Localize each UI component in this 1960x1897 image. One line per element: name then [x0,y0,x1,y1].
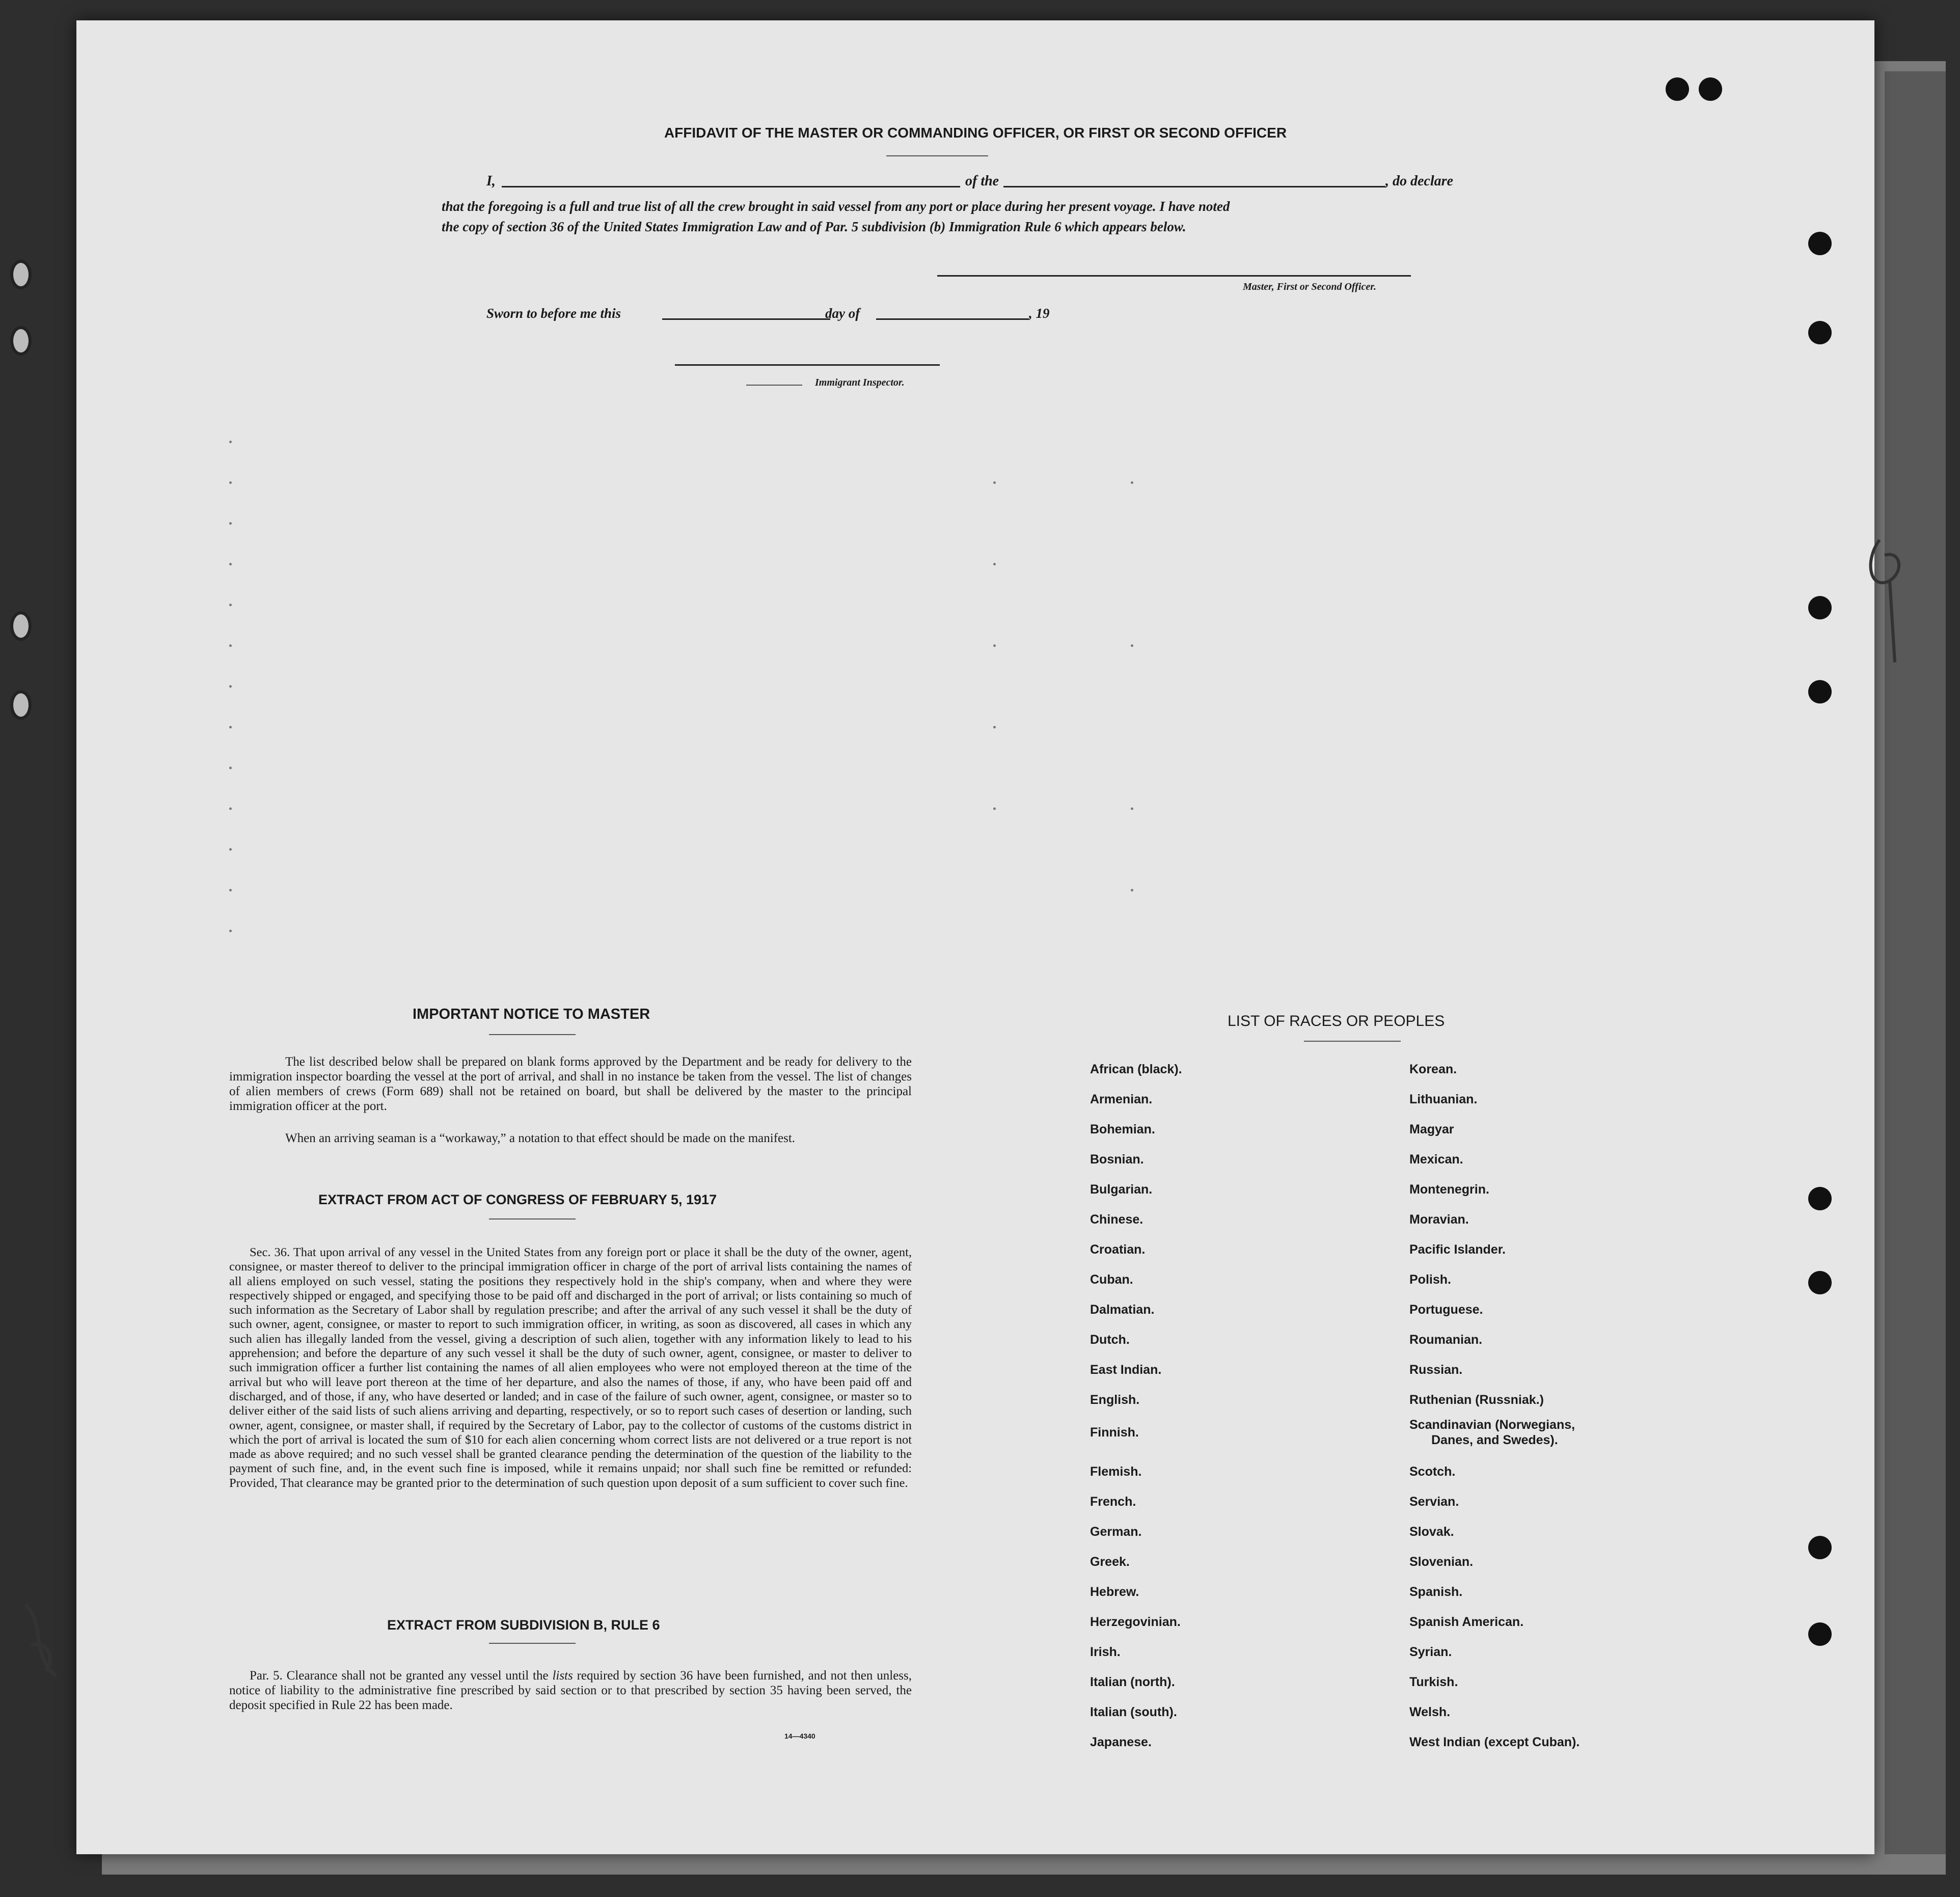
declare-of-the: of the [965,173,999,189]
race-item: Korean. [1409,1062,1457,1076]
divider [886,155,988,156]
race-item: Spanish American. [1409,1615,1524,1629]
race-item-continuation: Danes, and Swedes). [1431,1433,1558,1447]
punch-hole [1808,1536,1832,1559]
binding-hole [10,260,32,289]
sworn-month-blank [876,318,1029,320]
pencil-mark [1859,520,1920,672]
divider [746,385,802,386]
race-item: Hebrew. [1090,1585,1139,1599]
punch-hole [1808,1271,1832,1294]
bleed-mark [229,604,232,606]
race-item: Montenegrin. [1409,1182,1489,1197]
race-item: German. [1090,1525,1142,1539]
extract-act-title: EXTRACT FROM ACT OF CONGRESS OF FEBRUARY 5, 1917 [318,1192,717,1207]
race-item: Roumanian. [1409,1333,1483,1347]
declare-i: I, [486,173,496,189]
punch-hole [1699,77,1722,101]
signature-label: Master, First or Second Officer. [1243,281,1376,292]
race-item: Dalmatian. [1090,1303,1155,1317]
race-item: Portuguese. [1409,1303,1483,1317]
race-item: Turkish. [1409,1675,1458,1689]
race-item: Mexican. [1409,1152,1463,1167]
bleed-mark [229,889,232,891]
race-item: Magyar [1409,1122,1454,1136]
race-item: Herzegovinian. [1090,1615,1181,1629]
punch-hole [1666,77,1689,101]
affidavit-line-2: that the foregoing is a full and true list of all the crew brought in said vessel from any port or place during her present voyage. I have noted [442,199,1230,214]
punch-hole [1808,1622,1832,1646]
race-item: Pacific Islander. [1409,1242,1506,1257]
inspector-signature-line [675,364,940,366]
bleed-mark [229,685,232,688]
race-item: Cuban. [1090,1272,1133,1287]
divider [489,1643,576,1644]
race-item: Dutch. [1090,1333,1130,1347]
race-item: East Indian. [1090,1363,1162,1377]
bleed-mark [993,563,996,565]
bleed-mark [229,522,232,525]
affidavit-line-3: the copy of section 36 of the United States Immigration Law and of Par. 5 subdivision (b) Immigration Rule 6 which appears below. [442,219,1186,234]
divider [1304,1041,1401,1042]
bleed-mark [229,441,232,443]
race-item: Lithuanian. [1409,1092,1478,1106]
bleed-mark [229,644,232,647]
extract-rule-text [229,1668,912,1713]
race-item: Slovenian. [1409,1555,1474,1569]
bleed-mark [1131,889,1133,891]
divider [489,1218,576,1220]
bleed-mark [1131,807,1133,810]
bleed-mark [993,481,996,484]
declare-do-declare: , do declare [1385,173,1453,189]
race-item: Scotch. [1409,1465,1456,1479]
punch-hole [1808,321,1832,344]
extract-act-text: Sec. 36. That upon arrival of any vessel in the United States from any foreign port or place it shall be the duty of the owner, agent, consignee, or master thereof to deliver to the principal immigration officer in charge of the port of arrival lists containing the names of all aliens employed on such vessel, stating the positions they respectively hold in the ship's company, when and where they were respectively shipped or engaged, and specifying those to be paid off and discharged in the port of arrival; or lists containing so much of such information as the Secretary of Labor shall by regulation prescribe; and after the arrival of any such vessel it shall be the duty of such owner, agent, consignee, or master to report to such immigration officer, in writing, as soon as discovered, all cases in which any such alien has illegally landed from the vessel, giving a description of such alien, together with any information likely to lead to his apprehension; and before the departure of any such vessel it shall be the duty of such owner, agent, consignee, or master to deliver to such immigration officer a further list containing the names of all alien employees who were not employed thereon at the time of the arrival but who will leave port thereon at the time of her departure, and also the names of those, if any, who have been paid off and discharged, and of those, if any, who have deserted or landed; and in case of the failure of such owner, agent, consignee, or master so to deliver either of the said lists of such aliens arriving and departing, respectively, or so to report such cases of desertion or landing, such owner, agent, consignee, or master shall, if required by the Secretary of Labor, pay to the collector of customs of the customs district in which the port of arrival is located the sum of $10 for each alien concerning whom correct lists are not delivered or a true report is not made as above required; and no such vessel shall be granted clearance pending the determination of the question of the liability to the payment of such fine, and, in the event such fine is imposed, while it remains unpaid; nor shall such fine be remitted or refunded: Provided, That clearance may be granted prior to the determination of such question upon deposit of a sum sufficient to cover such fine. [229,1245,912,1490]
race-item: English. [1090,1393,1140,1407]
race-item: Polish. [1409,1272,1451,1287]
race-item: African (black). [1090,1062,1182,1076]
punch-hole [1808,232,1832,255]
race-item: Slovak. [1409,1525,1454,1539]
race-item: Spanish. [1409,1585,1463,1599]
bleed-mark [1131,481,1133,484]
bleed-mark [993,807,996,810]
race-item: Armenian. [1090,1092,1153,1106]
race-item: Italian (south). [1090,1705,1177,1719]
race-item: Bosnian. [1090,1152,1144,1167]
vessel-blank [1003,186,1385,187]
sworn-year: , 19 [1029,306,1050,321]
race-item: Finnish. [1090,1425,1139,1440]
extract-rule-text-end: required by section 36 have been furnished, and not then unless, notice of liability to the administrative fine prescribed by said section or to that prescribed by section 35 having been served, the deposit specified in Rule 22 has been made. [229,1669,912,1712]
extract-rule-title: EXTRACT FROM SUBDIVISION B, RULE 6 [387,1617,660,1633]
notice-paragraph-2: When an arriving seaman is a “workaway,” a notation to that effect should be made on the manifest. [285,1131,796,1145]
bleed-mark [229,767,232,769]
binding-hole [10,611,32,641]
extract-rule-lists-word: lists [552,1669,573,1683]
pencil-mark [15,1594,76,1696]
punch-hole [1808,1187,1832,1210]
notice-paragraph-1: The list described below shall be prepared on blank forms approved by the Department and be ready for delivery to the immigration inspector boarding the vessel at the port of arrival, and shall in no instance be taken from the vessel. The list of changes of alien members of crews (Form 689) shall not be retained on board, but shall be delivered by the master to the principal immigration officer at the port. [229,1055,912,1113]
extract-rule-text-start: Par. 5. Clearance shall not be granted any vessel until the [250,1669,549,1683]
race-item: Italian (north). [1090,1675,1175,1689]
race-item: Welsh. [1409,1705,1451,1719]
race-item: Bohemian. [1090,1122,1155,1136]
race-item: Greek. [1090,1555,1130,1569]
race-item: French. [1090,1495,1136,1509]
bleed-mark [229,848,232,851]
race-item: Chinese. [1090,1212,1144,1227]
race-item: Ruthenian (Russniak.) [1409,1393,1544,1407]
race-item: Servian. [1409,1495,1459,1509]
binding-hole [10,690,32,720]
sworn-prefix: Sworn to before me this [486,306,621,321]
sworn-day-blank [662,318,830,320]
race-item: Irish. [1090,1645,1121,1659]
bleed-mark [229,726,232,728]
bleed-mark [229,807,232,810]
race-item: West Indian (except Cuban). [1409,1735,1580,1749]
bleed-mark [993,644,996,647]
signature-line [937,275,1411,277]
name-blank [502,186,960,187]
punch-hole [1808,596,1832,619]
race-item: Scandinavian (Norwegians, [1409,1418,1575,1432]
race-item: Flemish. [1090,1465,1142,1479]
form-page [76,20,1874,1854]
race-item: Syrian. [1409,1645,1452,1659]
punch-hole [1808,680,1832,703]
race-item: Japanese. [1090,1735,1152,1749]
bleed-mark [1131,644,1133,647]
races-title: LIST OF RACES OR PEOPLES [1228,1013,1445,1029]
back-sheet-edge [1885,71,1946,1854]
bleed-mark [229,930,232,932]
race-item: Moravian. [1409,1212,1469,1227]
bleed-mark [993,726,996,728]
form-number: 14—4340 [784,1732,815,1740]
binding-hole [10,326,32,356]
bleed-mark [229,481,232,484]
divider [489,1034,576,1035]
bleed-mark [229,563,232,565]
notice-title: IMPORTANT NOTICE TO MASTER [413,1006,650,1022]
sworn-day-of: day of [825,306,860,321]
race-item: Russian. [1409,1363,1463,1377]
race-item: Croatian. [1090,1242,1146,1257]
inspector-label: Immigrant Inspector. [815,377,905,388]
affidavit-title: AFFIDAVIT OF THE MASTER OR COMMANDING OFFICER, OR FIRST OR SECOND OFFICER [664,125,1287,141]
race-item: Bulgarian. [1090,1182,1153,1197]
